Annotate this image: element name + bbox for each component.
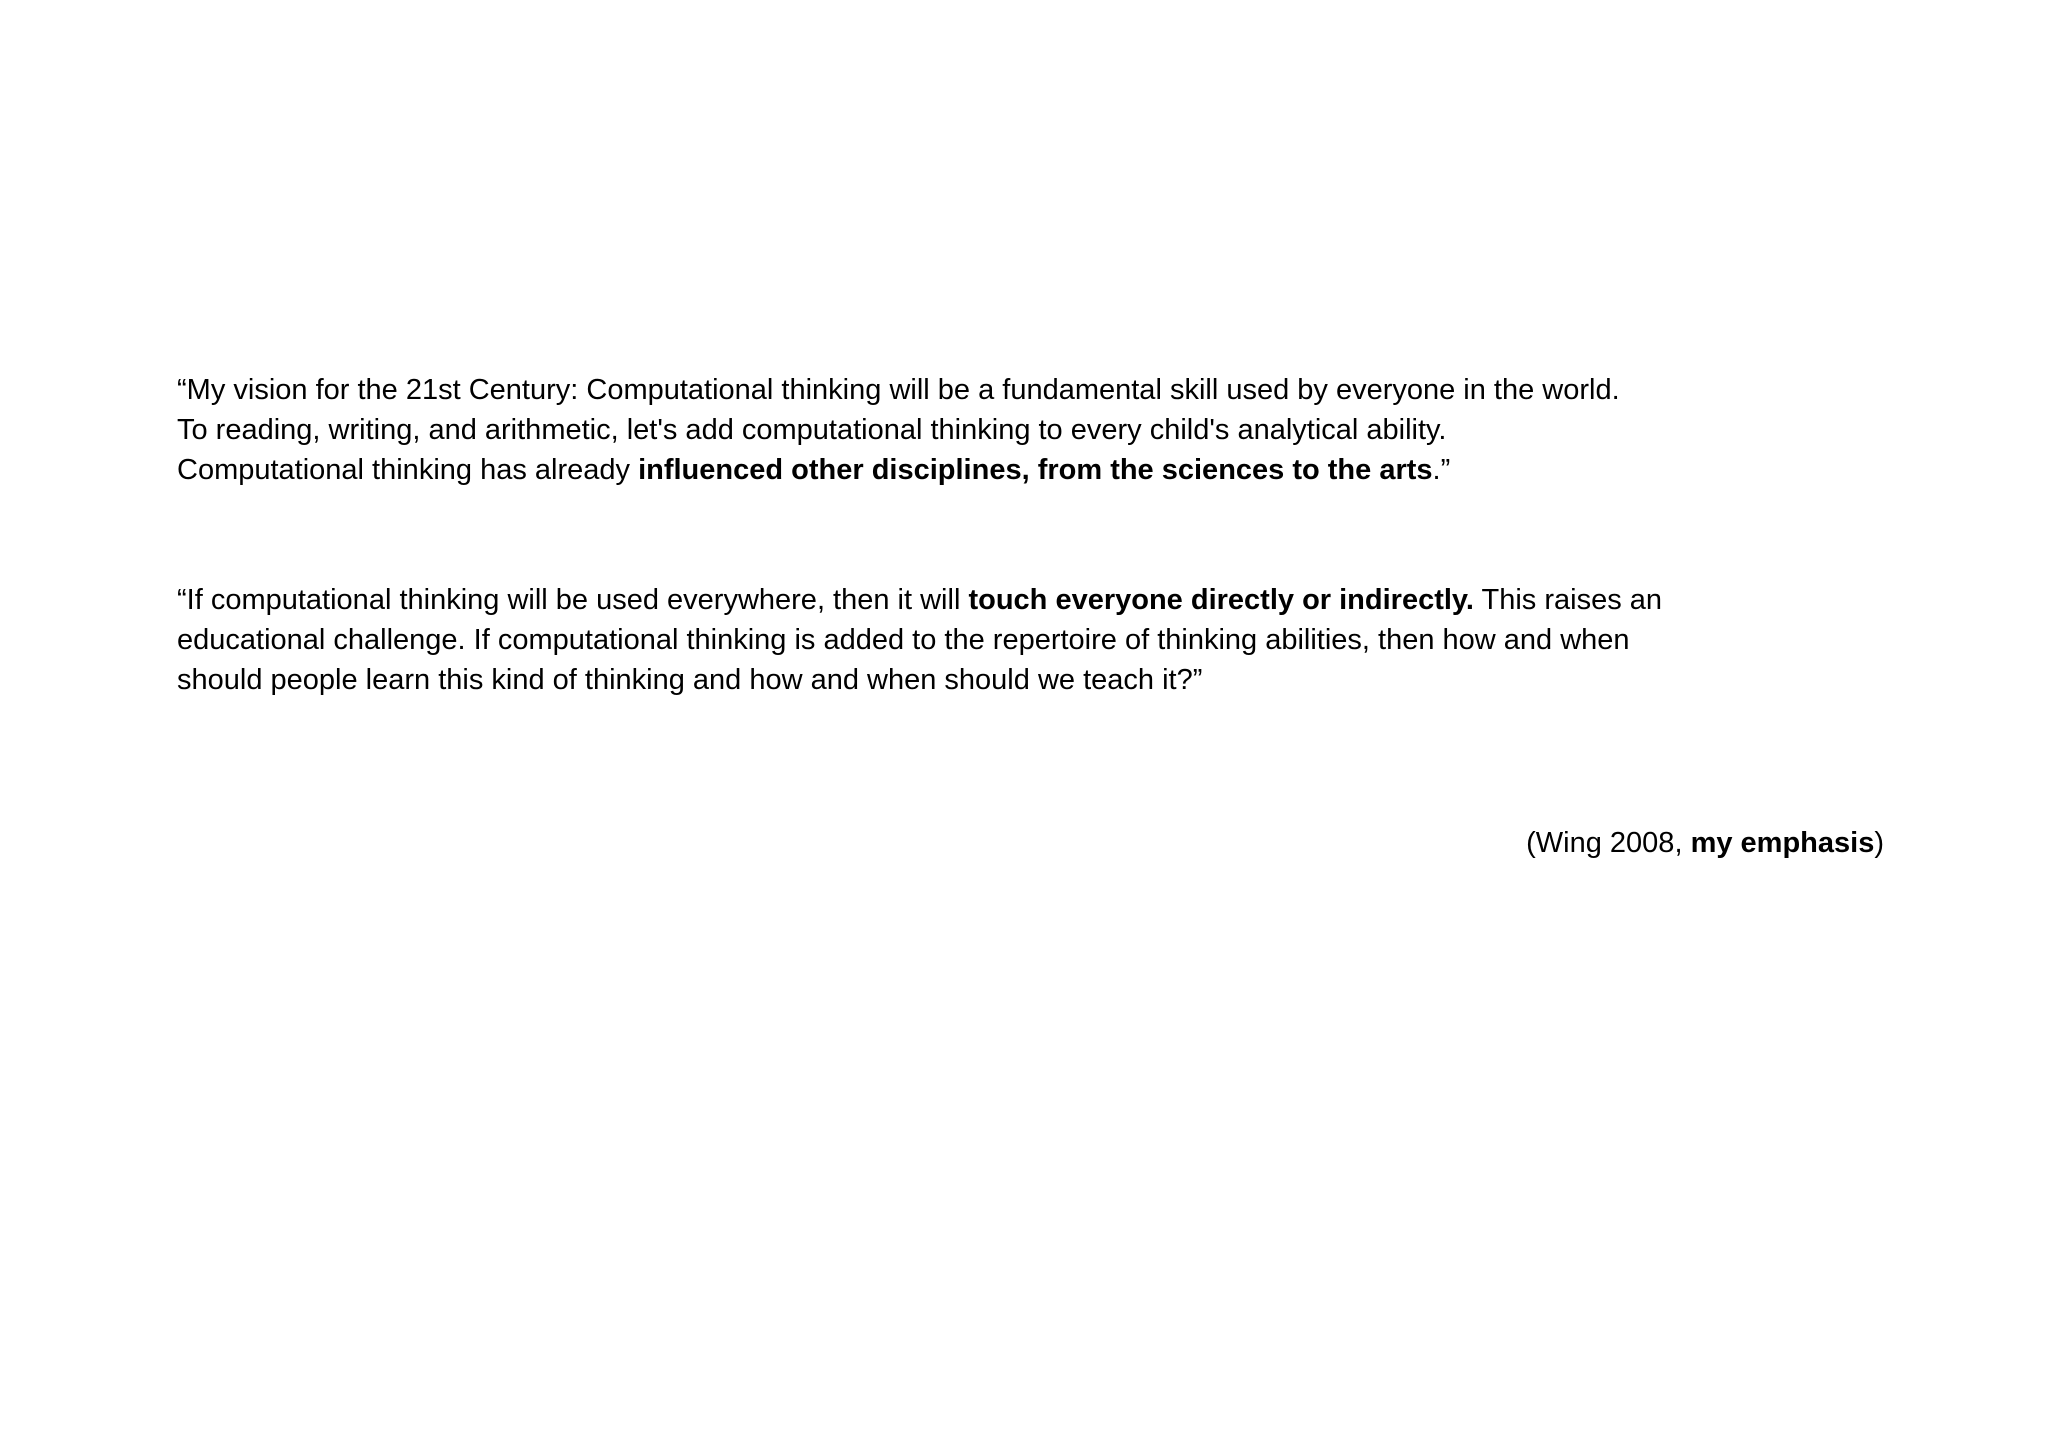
quote-vision-line-3-text: Computational thinking has already <box>177 454 639 486</box>
quote-challenge <box>177 580 1737 700</box>
quote-challenge-line-1-end: This raises an <box>1473 584 1663 616</box>
citation-end: ) <box>1874 827 1884 859</box>
citation-source: (Wing 2008, <box>1526 827 1691 859</box>
quote-challenge-line-1-text: “If computational thinking will be used everywhere, then it will <box>177 584 969 616</box>
quote-challenge-line-2: educational challenge. If computational thinking is added to the repertoire of thinking abilities, then how and when <box>177 624 1630 656</box>
quote-vision-line-2: To reading, writing, and arithmetic, let's add computational thinking to every child's analytical ability. <box>177 414 1447 446</box>
quote-challenge-line-3: should people learn this kind of thinking and how and when should we teach it?” <box>177 664 1203 696</box>
citation-emphasis-note: my emphasis <box>1690 827 1875 859</box>
quote-vision-emphasis: influenced other disciplines, from the sciences to the arts <box>638 454 1433 486</box>
quote-vision-line-1: “My vision for the 21st Century: Computational thinking will be a fundamental skill used by everyone in the world. <box>177 374 1620 406</box>
quote-vision-line-3-end: .” <box>1432 454 1451 486</box>
quote-challenge-line-1 <box>177 580 1737 620</box>
quote-challenge-emphasis: touch everyone directly or indirectly. <box>968 584 1474 616</box>
quote-vision-line-3 <box>177 450 1737 490</box>
quote-vision <box>177 370 1737 490</box>
citation <box>1526 823 1884 863</box>
